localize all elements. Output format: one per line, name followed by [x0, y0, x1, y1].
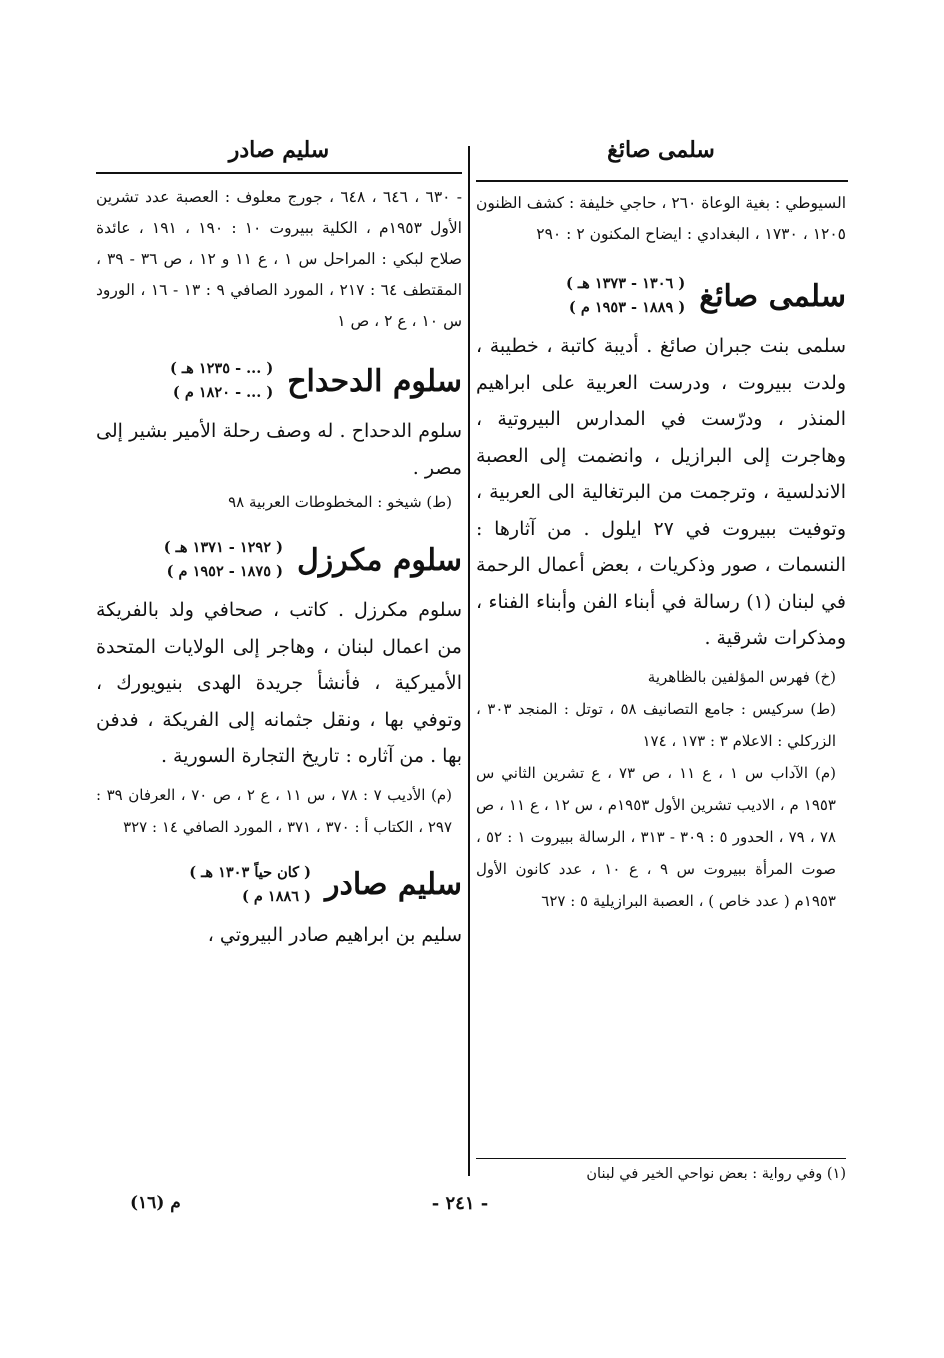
hijri-dates: ( ١٢٩٢ - ١٣٧١ هـ ): [163, 539, 283, 556]
continued-references: - ٦٣٠ ، ٦٤٦ ، ٦٤٨ ، جورج معلوف : العصبة عدد تشرين الأول ١٩٥٣م ، الكلية ببيروت ١٠ : ١٩٠ ، ١٩١ ، عائدة صلاح لبكي : المراحل س ١ ، ع ١١ و ١٢ ، ص ٣٦ - ٣٩ ، المقتطف ٦٤ : ٢١٧ ، المورد الصافي ٩ : ١٣ - ١٦ ، الورود س ١٠ ، ع ٢ ، ص ١: [96, 188, 463, 330]
entry-biography: سلوم الدحداح . له وصف رحلة الأمير بشير إلى مصر .: [96, 420, 462, 479]
right-column: [476, 128, 846, 917]
footnote: (١) وفي رواية : بعض نواحي الخير في لبنان: [586, 1166, 846, 1182]
page-number: - ٢٤١ -: [431, 1193, 489, 1214]
entry-biography: سليم بن ابراهيم صادر البيروتي ،: [207, 923, 462, 946]
gregorian-dates: ( ... - ١٨٢٠ م ): [172, 384, 274, 401]
hijri-dates: ( ١٣٠٦ - ١٣٧٣ هـ ): [565, 275, 686, 292]
reference-periodicals: (م) الآداب س ١ ، ع ١١ ، ص ٧٣ ، ع تشرين الثاني س ١٩٥٣ م ، الاديب تشرين الأول ١٩٥٣م ، س ١٢ ، ع ١١ ، ص ٧٨ ، ٧٩ ، الحدور ٥ : ٣٠٩ - ٣١٣ ، الرسالة ببيروت ١ : ٥٢ ، صوت المرأة ببيروت س ٩ ، ع ١٠ ، عدد كانون الأول ١٩٥٣م ( عدد خاص ) ، العصبة البرازيلية ٥ : ٦٢٧: [476, 763, 836, 910]
gregorian-dates: ( ١٨٨٩ - ١٩٥٣ م ): [568, 299, 686, 316]
entry-biography: سلوم مكرزل . كاتب ، صحافي ولد بالفريكة من اعمال لبنان ، وهاجر إلى الولايات المتحدة الأميركية ، فأنشأ جريدة الهدى بنيويورك ، وتوفي بها ، ونقل جثمانه إلى الفريكة ، فدفن بها . من آثاره : تاريخ التجارة السورية .: [96, 599, 462, 767]
signature-mark: م (١٦): [130, 1193, 181, 1213]
footnote-rule: [476, 1158, 846, 1159]
entry-name: سليم صادر: [325, 867, 462, 902]
gregorian-dates: ( ١٨٨٦ م ): [241, 887, 311, 905]
entry-dates: [566, 272, 685, 320]
entry-heading: [476, 272, 846, 320]
continued-references: السيوطي : بغية الوعاة ٢٦٠ ، حاجي خليفة : كشف الظنون ١٢٠٥ ، ١٧٣٠ ، البغدادي : ايضاح المكنون ٢ : ٢٩٠: [476, 194, 846, 243]
left-header-rule: [96, 172, 462, 174]
reference-periodicals: (م) الأديب ٧ : ٧٨ ، س ١١ ، ع ٢ ، ص ٧٠ ، العرفان ٣٩ : ٢٩٧ ، الكتاب أ : ٣٧٠ ، ٣٧١ ، المورد الصافي ١٤ : ٣٢٧: [96, 785, 452, 836]
entry-dates: [189, 861, 311, 909]
entry-dates: [170, 357, 273, 405]
reference-printed: (ط) شيخو : المخطوطات العربية ٩٨: [228, 493, 452, 511]
hijri-dates: ( كان حياً ١٣٠٣ هـ ): [189, 863, 311, 881]
gregorian-dates: ( ١٨٧٥ - ١٩٥٢ م ): [166, 563, 283, 580]
entry-heading: [96, 357, 462, 405]
entry-name: سلوم الدحداح: [287, 363, 462, 399]
hijri-dates: ( ... - ١٢٣٥ هـ ): [170, 360, 274, 377]
column-divider: [468, 146, 470, 1176]
entry-heading: [96, 861, 462, 909]
entry-name: سلوم مكرزل: [296, 542, 462, 578]
left-column-header: سليم صادر: [228, 137, 330, 163]
right-column-header: سلمى صائغ: [607, 137, 715, 163]
entry-name: سلمى صائغ: [699, 278, 846, 314]
right-header-rule: [476, 180, 848, 182]
entry-biography: سلمى بنت جبران صائغ . أديبة كاتبة ، خطيبة ، ولدت ببيروت ، ودرست العربية على ابراهيم المنذر ، ودرّست في المدارس البيروتية ، وهاجرت إلى البرازيل ، وانضمت إلى العصبة الاندلسية ، وترجمت من البرتغالية الى العربية ، وتوفيت ببيروت في ٢٧ ايلول . من آثارها : النسمات ، صور وذكريات ، بعض أعمال الرحمة في لبنان (١) رسالة في أبناء الفن وأبناء الفناء ، ومذكرات شرقية .: [476, 335, 846, 649]
entry-heading: [96, 536, 462, 584]
entry-dates: [164, 536, 283, 584]
reference-manuscripts: (خ) فهرس المؤلفين بالظاهرية: [647, 667, 836, 686]
reference-printed: (ط) سركيس : جامع التصانيف ٥٨ ، توتل : المنجد ٣٠٣ ، الزركلي : الاعلام ٣ : ١٧٣ ، ١٧٤: [476, 699, 836, 750]
left-column: [96, 128, 462, 953]
